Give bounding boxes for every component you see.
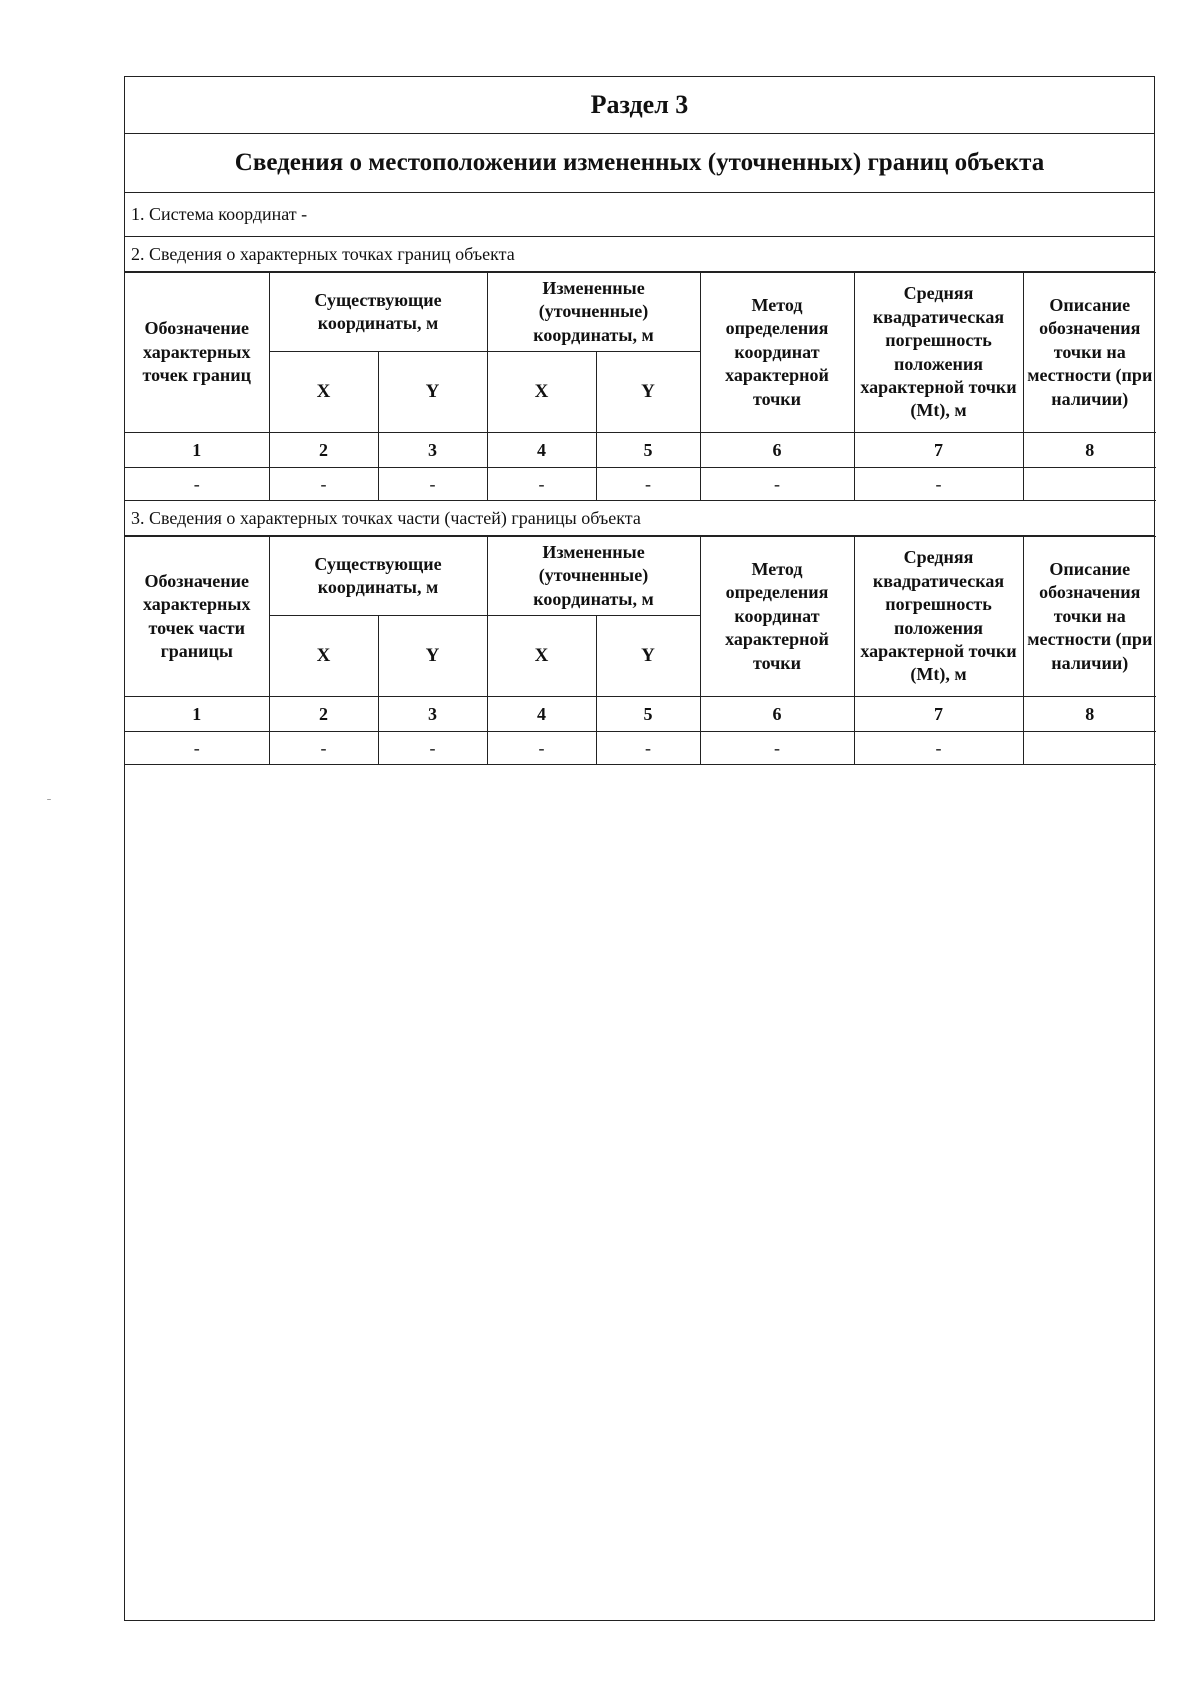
column-number: 5 <box>596 697 700 732</box>
header-existing-coords: Существующие координаты, м <box>269 537 487 616</box>
column-number: 7 <box>854 697 1023 732</box>
header-designation: Обозначение характерных точек границ <box>125 273 269 433</box>
table-cell: - <box>269 732 378 765</box>
block3-caption-table <box>125 501 1154 536</box>
table-cell: - <box>487 732 596 765</box>
column-numbers-row <box>125 433 1156 468</box>
column-number: 1 <box>125 433 269 468</box>
column-number: 4 <box>487 697 596 732</box>
table-cell <box>1023 468 1156 501</box>
table-cell: - <box>596 468 700 501</box>
table-cell: - <box>487 468 596 501</box>
table-cell: - <box>378 732 487 765</box>
header-changed-y: Y <box>596 352 700 433</box>
section-subtitle: Сведения о местоположении измененных (уточненных) границ объекта <box>125 134 1154 193</box>
section-header-table <box>125 77 1154 272</box>
column-number: 4 <box>487 433 596 468</box>
header-method: Метод определения координат характерной точки <box>700 273 854 433</box>
column-number: 8 <box>1023 697 1156 732</box>
column-number: 7 <box>854 433 1023 468</box>
table-cell: - <box>125 468 269 501</box>
table-cell: - <box>700 468 854 501</box>
part-boundary-points-table <box>125 536 1156 765</box>
column-number: 6 <box>700 697 854 732</box>
scan-speck: ˉ <box>47 795 51 809</box>
column-numbers-row <box>125 697 1156 732</box>
table-cell: - <box>596 732 700 765</box>
column-number: 6 <box>700 433 854 468</box>
column-number: 3 <box>378 697 487 732</box>
column-number: 8 <box>1023 433 1156 468</box>
header-designation: Обозначение характерных точек части границы <box>125 537 269 697</box>
header-changed-coords: Измененные (уточненные) координаты, м <box>487 537 700 616</box>
table-row <box>125 468 1156 501</box>
table-row <box>125 732 1156 765</box>
header-error: Средняя квадратическая погрешность положения характерной точки (Mt), м <box>854 273 1023 433</box>
header-changed-x: X <box>487 352 596 433</box>
column-number: 3 <box>378 433 487 468</box>
boundary-points-table <box>125 272 1156 501</box>
block3-caption: 3. Сведения о характерных точках части (частей) границы объекта <box>125 501 1154 536</box>
table-cell: - <box>700 732 854 765</box>
table-cell: - <box>269 468 378 501</box>
header-changed-coords: Измененные (уточненные) координаты, м <box>487 273 700 352</box>
section-title: Раздел 3 <box>125 77 1154 134</box>
table-cell: - <box>854 732 1023 765</box>
form-frame <box>124 76 1155 1621</box>
header-existing-y: Y <box>378 352 487 433</box>
column-number: 2 <box>269 433 378 468</box>
header-description: Описание обозначения точки на местности (при наличии) <box>1023 537 1156 697</box>
header-changed-x: X <box>487 616 596 697</box>
header-changed-y: Y <box>596 616 700 697</box>
header-method: Метод определения координат характерной точки <box>700 537 854 697</box>
coordinate-system-line: 1. Система координат - <box>125 193 1154 237</box>
header-existing-coords: Существующие координаты, м <box>269 273 487 352</box>
table-cell: - <box>854 468 1023 501</box>
header-error: Средняя квадратическая погрешность положения характерной точки (Mt), м <box>854 537 1023 697</box>
column-number: 1 <box>125 697 269 732</box>
table-cell: - <box>378 468 487 501</box>
column-number: 2 <box>269 697 378 732</box>
column-number: 5 <box>596 433 700 468</box>
table-cell <box>1023 732 1156 765</box>
header-existing-x: X <box>269 616 378 697</box>
table-cell: - <box>125 732 269 765</box>
header-description: Описание обозначения точки на местности (при наличии) <box>1023 273 1156 433</box>
block2-caption: 2. Сведения о характерных точках границ объекта <box>125 237 1154 272</box>
header-existing-y: Y <box>378 616 487 697</box>
header-existing-x: X <box>269 352 378 433</box>
